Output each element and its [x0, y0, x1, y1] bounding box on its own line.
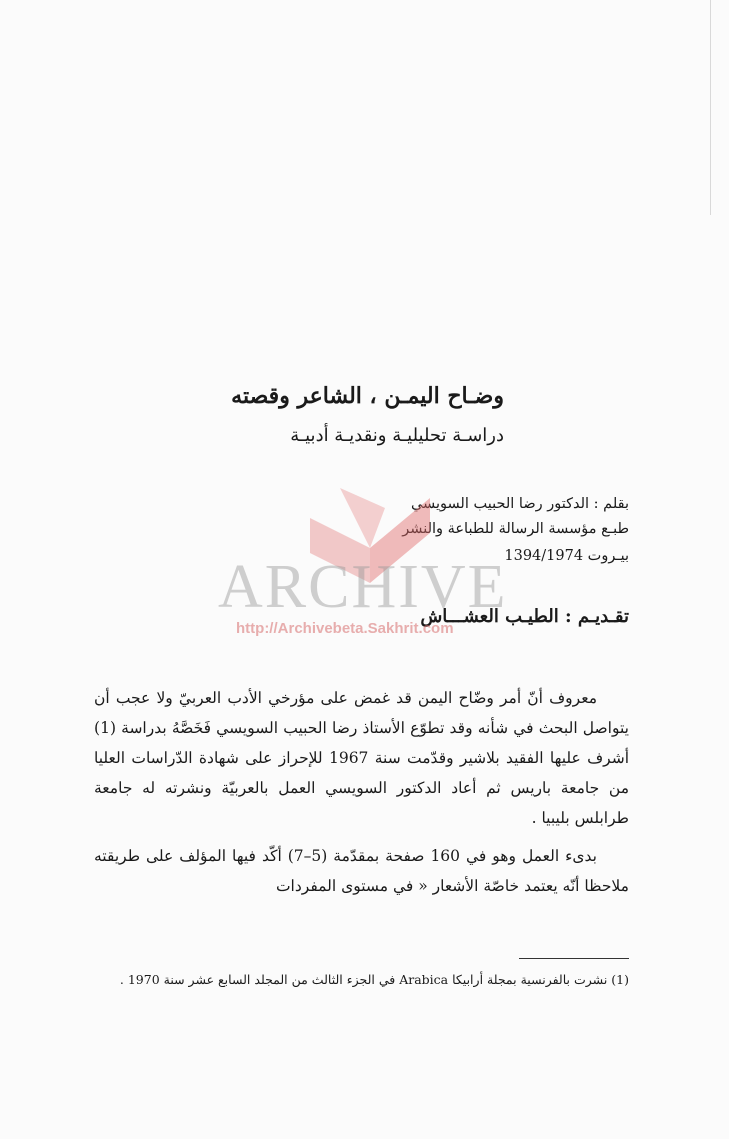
preface-heading: تقـديـم : الطيـب العشـــاش	[420, 606, 629, 627]
page-title: وضـاح اليمـن ، الشاعر وقصته	[231, 383, 504, 409]
body-text	[94, 683, 629, 909]
footnote-divider	[519, 958, 629, 959]
paragraph: معروف أنّ أمر وضّاح اليمن قد غمض على مؤرخي الأدب العربيّ ولا عجب أن يتواصل البحث في شأنه وقد تطوّع الأستاذ رضا الحبيب السويسي فَخَصَّهُ بدراسة (1) أشرف عليها الفقيد بلاشير وقدّمت سنة 1967 للإحراز على شهادة الدّراسات العليا من جامعة باريس ثم أعاد الدكتور السويسي العمل بالعربيّة ونشرته له جامعة طرابلس بليبيا .	[94, 689, 629, 827]
byline-publisher: طبـع مؤسسة الرسالة للطباعة والنشر	[402, 521, 629, 537]
byline-place-date: بيـروت 1394/1974	[504, 548, 629, 564]
byline-author: بقلم : الدكتور رضا الحبيب السويسي	[410, 496, 629, 512]
page-edge-line	[710, 0, 711, 215]
watermark-text: ARCHIVE	[218, 553, 508, 621]
page-subtitle: دراسـة تحليليـة ونقديـة أدبيـة	[290, 425, 504, 446]
paragraph: بدىء العمل وهو في 160 صفحة بمقدّمة (5–7) أكّد فيها المؤلف على طريقته ملاحظا أنّه يعتمد خاصّة الأشعار « في مستوى المفردات	[94, 847, 629, 895]
footnote: (1) نشرت بالفرنسية بمجلة أرابيكا Arabica في الجزء الثالث من المجلد السابع عشر سنة 1970 .	[119, 972, 629, 987]
watermark-url: http://Archivebeta.Sakhrit.com	[236, 620, 454, 637]
